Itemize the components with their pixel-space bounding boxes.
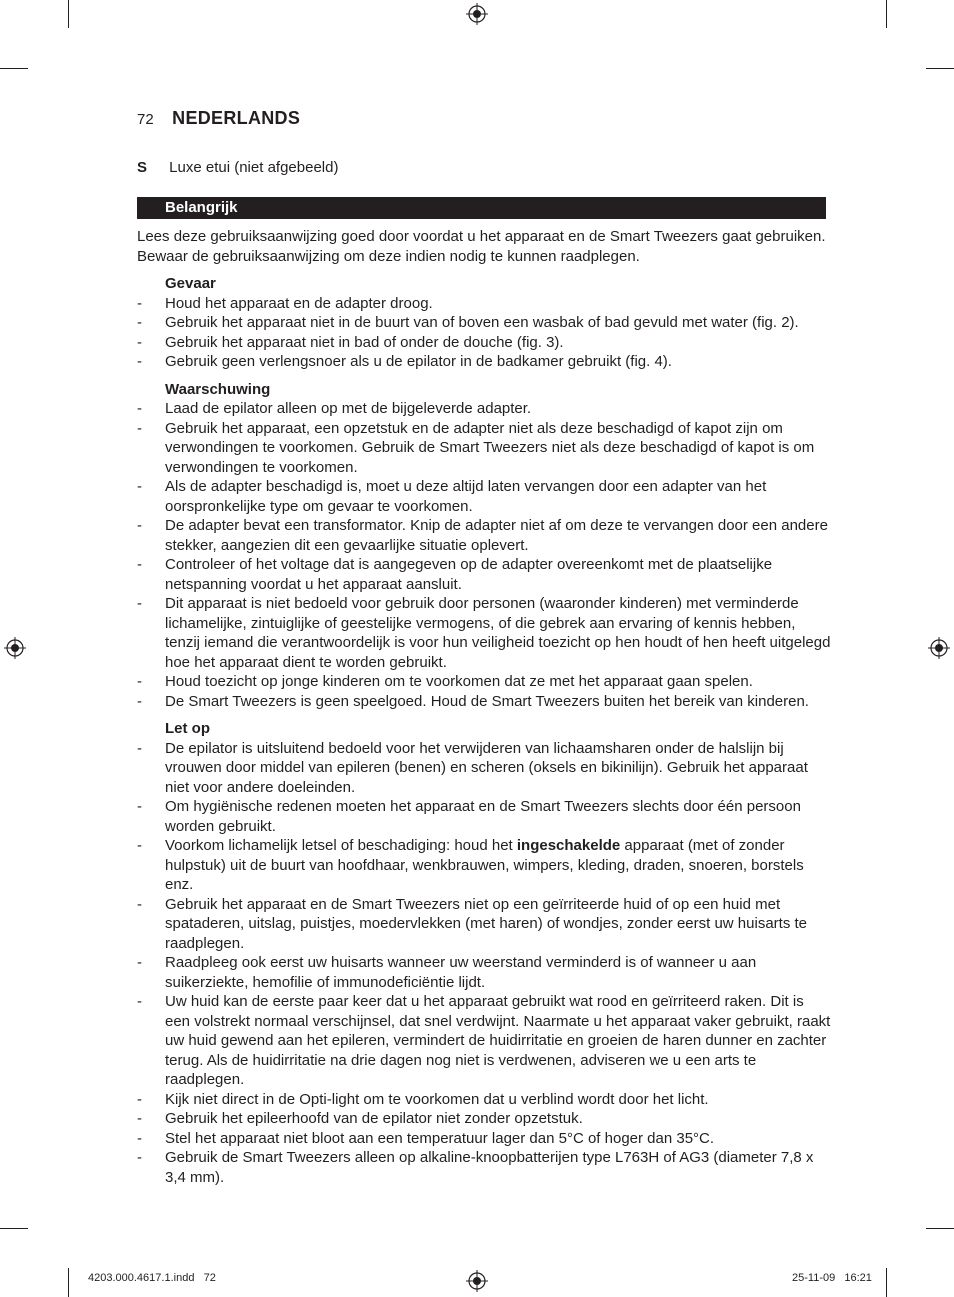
list-item: - Kijk niet direct in de Opti-light om te voorkomen dat u verblind wordt door het licht. — [137, 1090, 709, 1108]
crop-mark — [68, 0, 69, 28]
list-item: - Voorkom lichamelijk letsel of beschadiging: houd het ingeschakelde apparaat (met of zonder hulpstuk) uit de buurt van hoofdhaar, wenkbrauwen, wimpers, kleding, draden, snoeren, borstels enz. — [137, 837, 804, 893]
list-item: - Raadpleeg ook eerst uw huisarts wanneer uw weerstand verminderd is of wanneer u aan suikerziekte, hemofilie of immunodeficiëntie lijdt. — [137, 954, 757, 991]
gevaar-heading: Gevaar — [165, 275, 216, 292]
item-key: S — [137, 159, 148, 176]
registration-mark-icon — [928, 637, 950, 659]
language-heading: NEDERLANDS — [172, 108, 301, 128]
waarschuwing-heading: Waarschuwing — [165, 380, 271, 398]
registration-mark-icon — [466, 3, 488, 25]
list-item: - Controleer of het voltage dat is aangegeven op de adapter overeenkomt met de plaatselijke netspanning voordat u het apparaat aansluit. — [137, 556, 773, 593]
item-text: Luxe etui (niet afgebeeld) — [169, 159, 339, 176]
list-item: - Houd toezicht op jonge kinderen om te voorkomen dat ze met het apparaat gaan spelen. — [137, 673, 753, 690]
crop-mark — [68, 1268, 69, 1297]
page-header — [137, 108, 300, 129]
list-item: - Om hygiënische redenen moeten het apparaat en de Smart Tweezers slechts door één persoon worden gebruikt. — [137, 798, 801, 835]
list-item: - Laad de epilator alleen op met de bijgeleverde adapter. — [137, 400, 532, 417]
crop-mark — [926, 1228, 954, 1229]
crop-mark — [0, 1228, 28, 1229]
crop-mark — [886, 0, 887, 28]
list-item: - Gebruik het epileerhoofd van de epilator niet zonder opzetstuk. — [137, 1110, 583, 1127]
footer-file-info: 4203.000.4617.1.indd 72 — [88, 1272, 216, 1284]
section-bar-title: Belangrijk — [165, 199, 238, 216]
let-op-heading: Let op — [165, 720, 210, 737]
section-bar — [137, 197, 826, 219]
list-item: - Gebruik het apparaat niet in bad of onder de douche (fig. 3). — [137, 333, 564, 351]
let-op-list — [137, 739, 832, 1188]
crop-mark — [886, 1268, 887, 1297]
parts-list-item — [137, 159, 338, 176]
gevaar-list — [137, 294, 832, 372]
page-content — [137, 227, 832, 1187]
list-item: - Gebruik de Smart Tweezers alleen op alkaline-knoopbatterijen type L763H of AG3 (diameter 7,8 x 3,4 mm). — [137, 1149, 814, 1186]
registration-mark-icon — [466, 1270, 488, 1292]
list-item: - De Smart Tweezers is geen speelgoed. Houd de Smart Tweezers buiten het bereik van kinderen. — [137, 692, 809, 710]
list-item: - Gebruik het apparaat en de Smart Tweezers niet op een geïrriteerde huid of op een huid met spataderen, uitslag, puistjes, moedervlekken (met haren) of wondjes, zonder eerst uw huisarts te raadplegen. — [137, 895, 807, 952]
intro-paragraph: Lees deze gebruiksaanwijzing goed door voordat u het apparaat en de Smart Tweezers gaat gebruiken. Bewaar de gebruiksaanwijzing om deze indien nodig te kunnen raadplegen. — [137, 228, 826, 265]
list-item: - Dit apparaat is niet bedoeld voor gebruik door personen (waaronder kinderen) met verminderde lichamelijke, zintuiglijke of geestelijke vermogens, of die gebrek aan ervaring of kennis hebben, tenzij iemand die verantwoordelijk is voor hun veiligheid toezicht op hen houdt of hen heeft uitgelegd hoe het apparaat dient te worden gebruikt. — [137, 595, 831, 671]
crop-mark — [926, 68, 954, 69]
list-item: - De adapter bevat een transformator. Knip de adapter niet af om deze te vervangen door een andere stekker, aangezien dit een gevaarlijke situatie oplevert. — [137, 517, 828, 554]
list-item: - Gebruik geen verlengsnoer als u de epilator in de badkamer gebruikt (fig. 4). — [137, 353, 672, 370]
list-item: - Gebruik het apparaat, een opzetstuk en de adapter niet als deze beschadigd of kapot zijn om verwondingen te voorkomen. Gebruik de Smart Tweezers niet als deze beschadigd of kapot is om verwondingen te voorkomen. — [137, 419, 815, 476]
list-item: - De epilator is uitsluitend bedoeld voor het verwijderen van lichaamsharen onder de halslijn bij vrouwen door middel van epileren (benen) en scheren (oksels en bikinilijn). Gebruik het apparaat niet voor andere doeleinden. — [137, 739, 808, 796]
list-item: - Gebruik het apparaat niet in de buurt van of boven een wasbak of bad gevuld met water (fig. 2). — [137, 314, 799, 331]
list-item: - Uw huid kan de eerste paar keer dat u het apparaat gebruikt wat rood en geïrriteerd raken. Dit is een volstrekt normaal verschijnsel, dat snel verdwijnt. Naarmate u het apparaat vaker gebruikt, raakt uw huid gewend aan het epileren, vermindert de huidirritatie en groeien de haren dunner en zachter terug. Als de huidirritatie na drie dagen nog niet is verdwenen, adviseren we u een arts te raadplegen. — [137, 993, 831, 1088]
list-item: - Houd het apparaat en de adapter droog. — [137, 294, 433, 312]
footer-datetime: 25-11-09 16:21 — [792, 1272, 872, 1284]
registration-mark-icon — [4, 637, 26, 659]
list-item: - Als de adapter beschadigd is, moet u deze altijd laten vervangen door een adapter van het oorspronkelijke type om gevaar te voorkomen. — [137, 478, 767, 515]
waarschuwing-list — [137, 399, 832, 711]
page-number: 72 — [137, 111, 154, 128]
crop-mark — [0, 68, 28, 69]
bold-phrase: ingeschakelde — [516, 837, 621, 854]
list-item: - Stel het apparaat niet bloot aan een temperatuur lager dan 5°C of hoger dan 35°C. — [137, 1129, 715, 1147]
